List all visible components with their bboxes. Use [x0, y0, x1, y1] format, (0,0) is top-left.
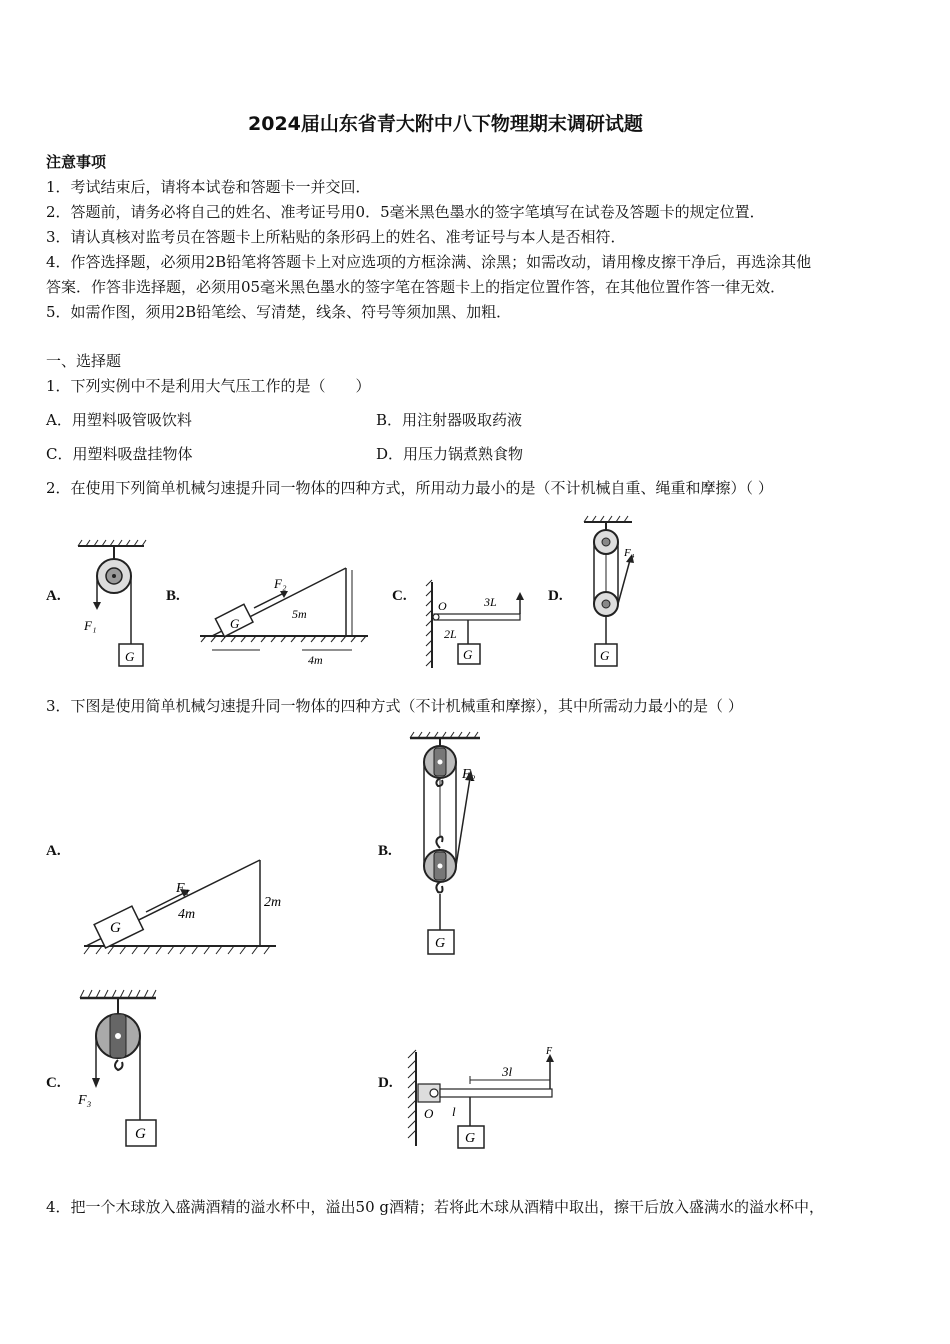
q2-figure-d	[576, 514, 646, 672]
q3d-f-label: F	[546, 1046, 553, 1057]
notice-item: 2．答题前，请务必将自己的姓名、准考证号用0．5毫米黑色墨水的签字笔填写在试卷及答题卡的规定位置．	[46, 203, 765, 221]
notice-heading: 注意事项	[46, 153, 107, 171]
q2-figure-a	[74, 540, 154, 670]
q2c-g-label: G	[463, 647, 473, 662]
q3d-o-label: O	[424, 1106, 434, 1121]
q3-figure-c	[72, 986, 172, 1150]
q3d-g-label: G	[465, 1131, 476, 1146]
notice-item: 5．如需作图，须用2B铅笔绘、写清楚，线条、符号等须加黑、加粗．	[46, 303, 512, 321]
q2-label-b: B.	[166, 588, 180, 604]
q2-label-a: A.	[46, 588, 61, 604]
q2b-len4: 4m	[308, 653, 323, 667]
q1-option-d: D．用压力锅煮熟食物	[376, 445, 524, 463]
q3d-3l: 3l	[502, 1064, 513, 1079]
q3-label-a: A.	[46, 843, 61, 859]
q2-label-c: C.	[392, 588, 407, 604]
q2a-f-label: F₁	[84, 618, 97, 633]
q2a-g-label: G	[125, 649, 135, 664]
q3d-l: l	[452, 1104, 456, 1119]
notice-item: 4．作答选择题，必须用2B铅笔将答题卡上对应选项的方框涂满、涂黑；如需改动，请用橡皮擦干净后，再选涂其他	[46, 253, 812, 271]
notice-item: 答案．作答非选择题，必须用05毫米黑色墨水的签字笔在答题卡上的指定位置作答，在其他位置作答一律无效．	[46, 278, 786, 296]
q3b-g-label: G	[435, 936, 446, 951]
q1-option-a: A．用塑料吸管吸饮料	[46, 411, 192, 429]
q3a-g-label: G	[110, 920, 121, 936]
section-heading: 一、选择题	[46, 352, 122, 370]
q3a-len4: 4m	[178, 907, 196, 922]
q2d-g-label: G	[600, 648, 610, 663]
q3c-g-label: G	[135, 1126, 146, 1142]
q1-option-c: C．用塑料吸盘挂物体	[46, 445, 193, 463]
q3-figure-a	[80, 854, 300, 960]
q3-label-d: D.	[378, 1075, 393, 1091]
q2c-2l: 2L	[444, 627, 457, 641]
q2d-f-label: F₄	[624, 547, 635, 559]
q2b-f-label: F₂	[274, 576, 287, 591]
q3a-f-label: F₁	[176, 881, 190, 896]
page-title: 2024届山东省青大附中八下物理期末调研试题	[248, 113, 643, 135]
q3b-f-label: F₂	[462, 767, 476, 782]
q3-figure-b	[404, 730, 494, 958]
q3a-len2: 2m	[264, 895, 282, 910]
q2c-3l: 3L	[484, 595, 497, 609]
q3-label-b: B.	[378, 843, 392, 859]
q2-figure-b	[196, 560, 376, 670]
q1-option-b: B．用注射器吸取药液	[376, 411, 523, 429]
question-3-stem: 3．下图是使用简单机械匀速提升同一物体的四种方式（不计机械重和摩擦），其中所需动力最小的是（ ）	[46, 697, 743, 715]
q2b-len5: 5m	[292, 607, 307, 621]
q3c-f-label: F₃	[78, 1093, 92, 1108]
q2c-o-label: O	[438, 599, 447, 613]
q2-label-d: D.	[548, 588, 563, 604]
question-4-stem: 4．把一个木球放入盛满酒精的溢水杯中，溢出50 g酒精；若将此木球从酒精中取出，擦干后放入盛满水的溢水杯中，	[46, 1198, 825, 1216]
q2-figure-c	[424, 576, 534, 672]
notice-item: 1．考试结束后，请将本试卷和答题卡一并交回．	[46, 178, 371, 196]
question-2-stem: 2．在使用下列简单机械匀速提升同一物体的四种方式，所用动力最小的是（不计机械自重、绳重和摩擦）（ ）	[46, 479, 773, 497]
q3-figure-d	[404, 1046, 564, 1150]
notice-item: 3．请认真核对监考员在答题卡上所粘贴的条形码上的姓名、准考证号与本人是否相符．	[46, 228, 626, 246]
q3-label-c: C.	[46, 1075, 61, 1091]
q2b-g-label: G	[230, 616, 240, 631]
question-1-stem: 1．下列实例中不是利用大气压工作的是（ ）	[46, 377, 371, 395]
